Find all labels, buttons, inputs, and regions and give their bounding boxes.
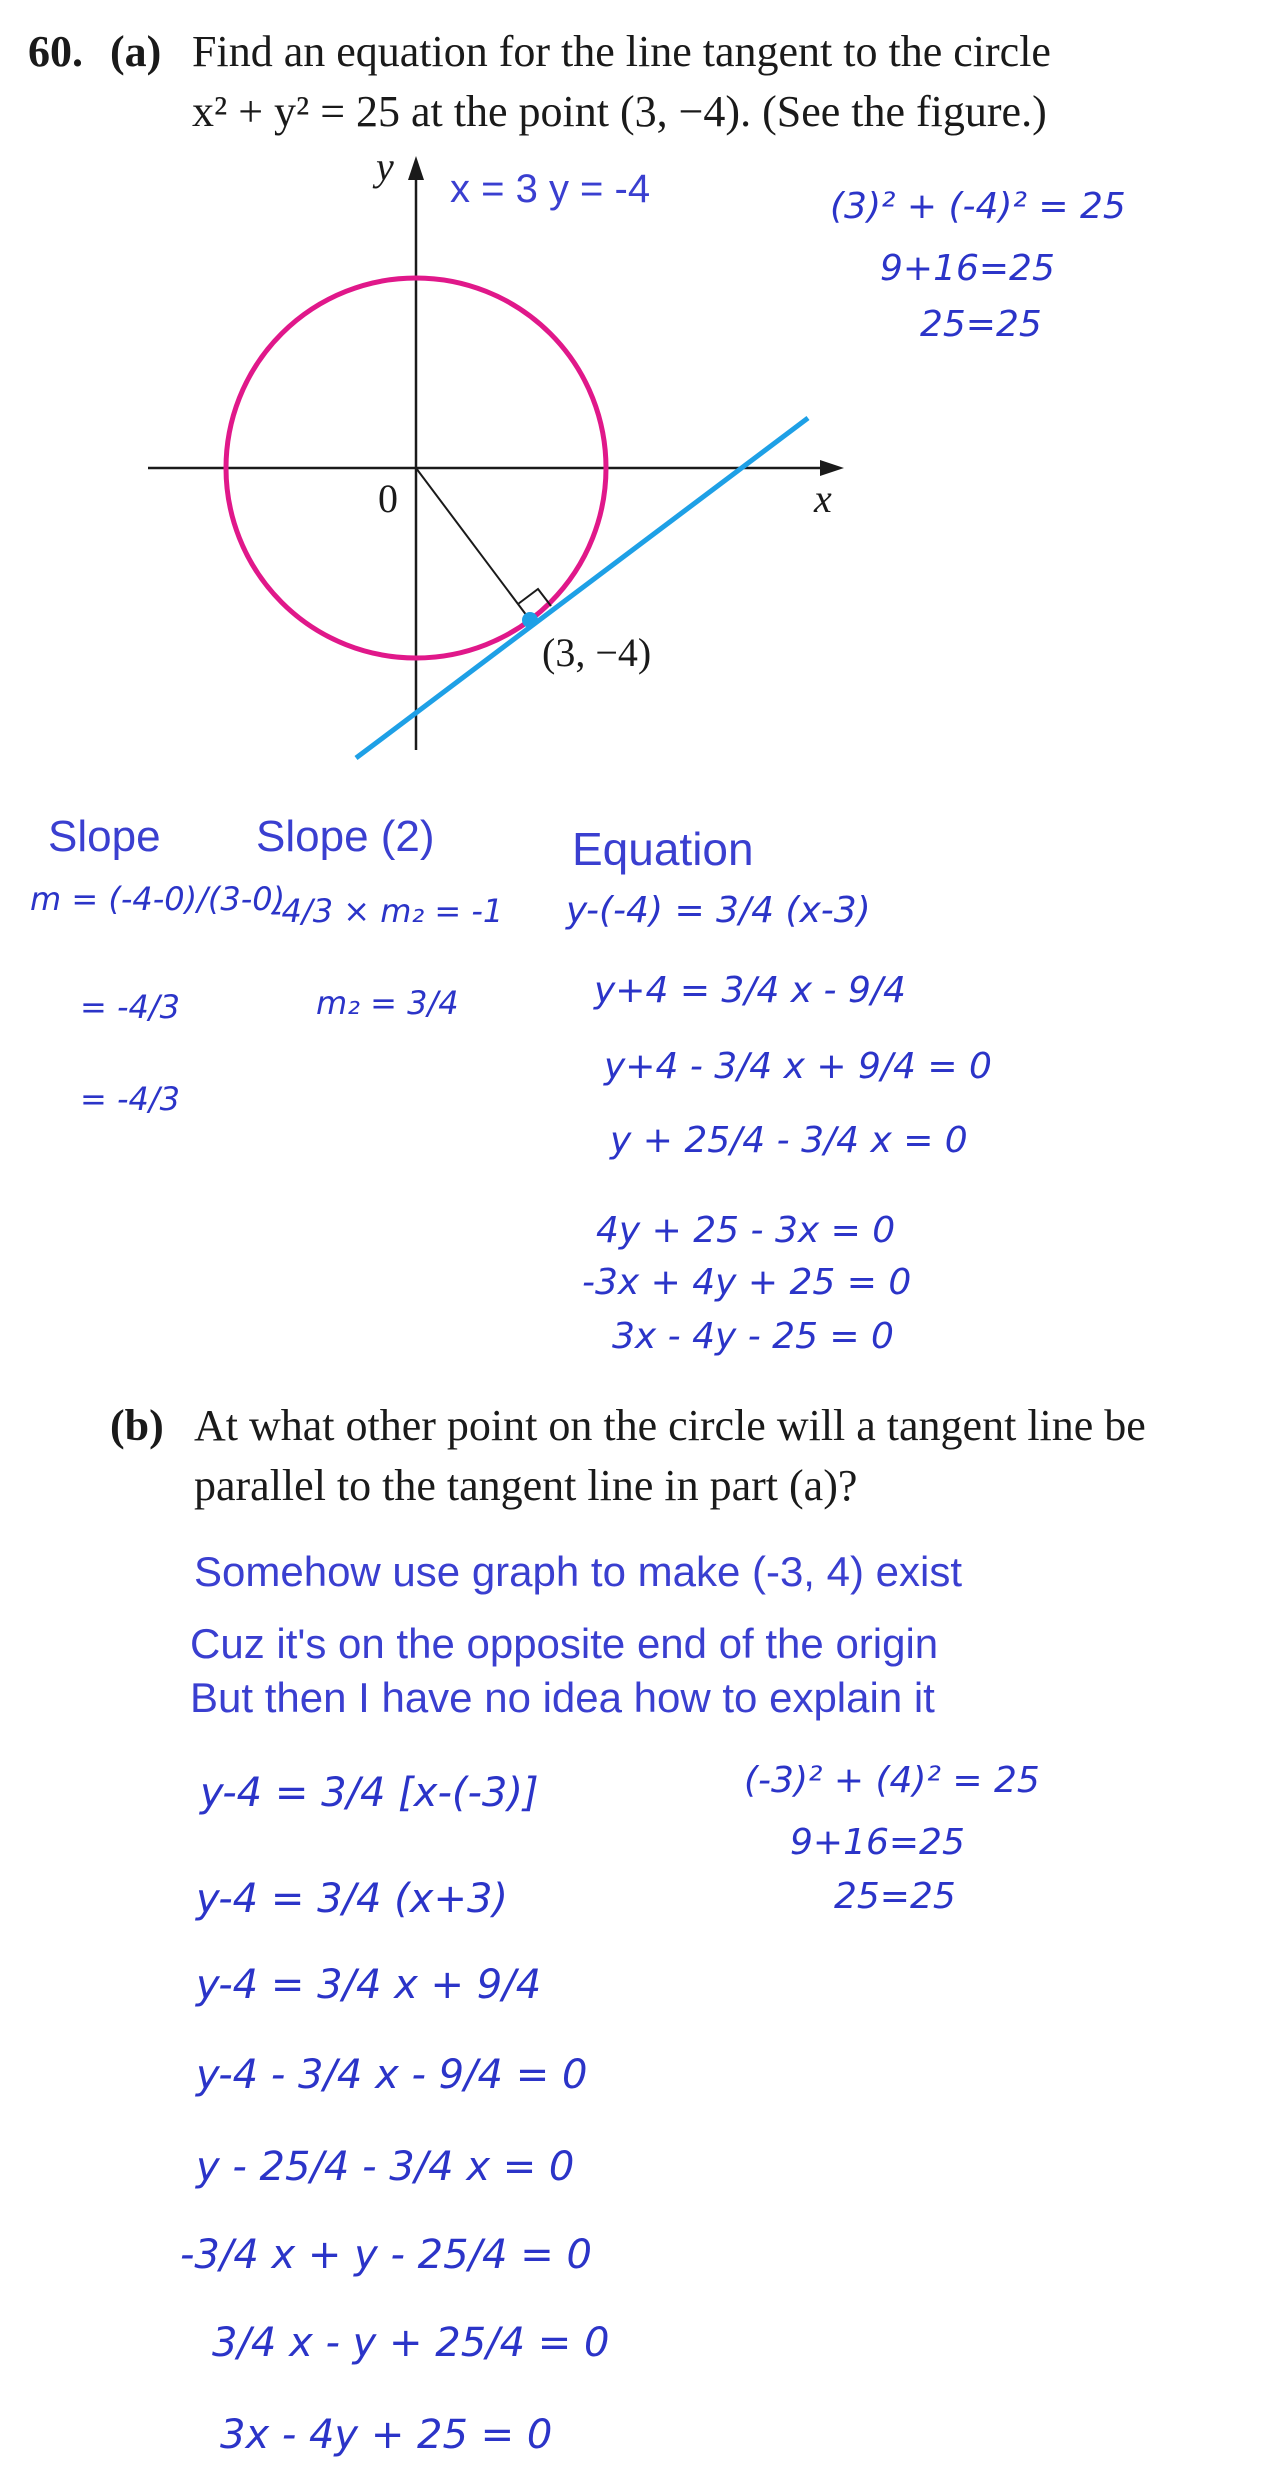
check-a-line-3: 25=25 bbox=[920, 304, 1042, 345]
check-a-line-2: 9+16=25 bbox=[880, 248, 1055, 289]
equation-step-7: 3x - 4y - 25 = 0 bbox=[612, 1316, 894, 1357]
part-a-label: (a) bbox=[110, 27, 162, 76]
part-b-note-1: Somehow use graph to make (-3, 4) exist bbox=[194, 1548, 963, 1595]
slope-heading: Slope bbox=[48, 812, 161, 861]
part-b-step-7: 3/4 x - y + 25/4 = 0 bbox=[212, 2320, 610, 2366]
part-b-step-5: y - 25/4 - 3/4 x = 0 bbox=[196, 2144, 575, 2190]
slope2-heading: Slope (2) bbox=[256, 812, 435, 861]
part-a-line-1: Find an equation for the line tangent to the circle bbox=[192, 27, 1051, 76]
radius-segment bbox=[416, 468, 530, 620]
part-b-step-3: y-4 = 3/4 x + 9/4 bbox=[196, 1962, 542, 2008]
typed-coords: x = 3 y = -4 bbox=[450, 167, 651, 211]
slope-step-2: = -4/3 bbox=[80, 988, 181, 1026]
y-axis-arrow bbox=[408, 156, 424, 180]
part-b-step-1: y-4 = 3/4 [x-(-3)] bbox=[200, 1770, 539, 1816]
slope-step-1: m = (-4-0)/(3-0) bbox=[30, 880, 286, 918]
part-b-note-3: But then I have no idea how to explain it bbox=[190, 1674, 935, 1721]
part-b-step-4: y-4 - 3/4 x - 9/4 = 0 bbox=[196, 2052, 588, 2098]
tangent-point bbox=[522, 612, 538, 628]
circle-tangent-figure bbox=[140, 150, 860, 770]
part-b-step-2: y-4 = 3/4 (x+3) bbox=[196, 1876, 509, 1922]
equation-step-6: -3x + 4y + 25 = 0 bbox=[582, 1262, 912, 1303]
part-b-step-6: -3/4 x + y - 25/4 = 0 bbox=[180, 2232, 592, 2278]
y-axis-label: y bbox=[376, 150, 394, 189]
part-b-note-2: Cuz it's on the opposite end of the origin bbox=[190, 1620, 939, 1667]
check-b-line-2: 9+16=25 bbox=[790, 1822, 965, 1863]
origin-label: 0 bbox=[378, 476, 398, 521]
equation-step-1: y-(-4) = 3/4 (x-3) bbox=[566, 890, 871, 931]
part-b-line-2: parallel to the tangent line in part (a)? bbox=[194, 1461, 858, 1510]
x-axis-arrow bbox=[820, 460, 844, 476]
problem-number: 60. bbox=[28, 27, 83, 76]
slope-step-3: = -4/3 bbox=[80, 1080, 181, 1118]
equation-step-3: y+4 - 3/4 x + 9/4 = 0 bbox=[604, 1046, 992, 1087]
slope2-step-1: -4/3 × m₂ = -1 bbox=[270, 892, 504, 930]
equation-heading: Equation bbox=[572, 823, 754, 875]
x-axis-label: x bbox=[814, 476, 832, 521]
equation-step-5: 4y + 25 - 3x = 0 bbox=[596, 1210, 896, 1251]
equation-step-4: y + 25/4 - 3/4 x = 0 bbox=[610, 1120, 968, 1161]
part-a-line-2: x² + y² = 25 at the point (3, −4). (See the figure.) bbox=[192, 87, 1047, 136]
part-b-line-1: At what other point on the circle will a tangent line be bbox=[194, 1401, 1146, 1450]
check-b-line-1: (-3)² + (4)² = 25 bbox=[744, 1760, 1040, 1801]
check-a-line-1: (3)² + (-4)² = 25 bbox=[830, 186, 1126, 227]
point-label: (3, −4) bbox=[542, 630, 652, 675]
equation-step-2: y+4 = 3/4 x - 9/4 bbox=[594, 970, 906, 1011]
part-b-step-8: 3x - 4y + 25 = 0 bbox=[220, 2412, 553, 2458]
slope2-step-2: m₂ = 3/4 bbox=[316, 984, 459, 1022]
part-b-label: (b) bbox=[110, 1401, 164, 1450]
check-b-line-3: 25=25 bbox=[834, 1876, 956, 1917]
